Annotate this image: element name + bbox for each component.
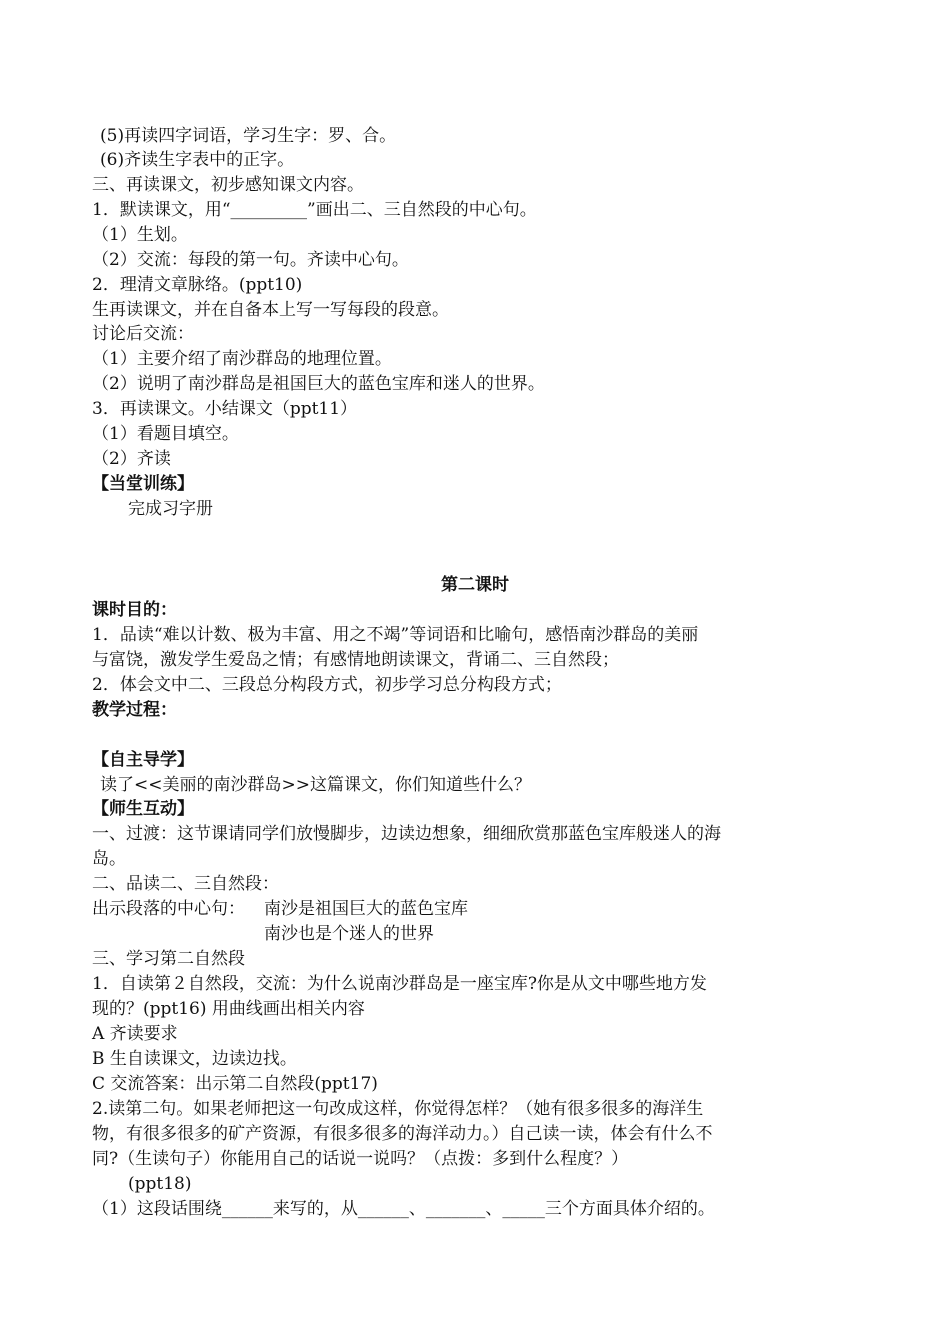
central-sentence: 南沙也是个迷人的世界 xyxy=(264,924,434,944)
central-sentence: 南沙是祖国巨大的蓝色宝库 xyxy=(264,899,468,919)
section-heading: 三、学习第二自然段 xyxy=(92,949,245,969)
section-heading: 三、再读课文，初步感知课文内容。 xyxy=(92,175,364,195)
text-line: （2）说明了南沙群岛是祖国巨大的蓝色宝库和迷人的世界。 xyxy=(92,374,545,394)
text-line: 讨论后交流： xyxy=(92,324,194,344)
text-line: （2）齐读 xyxy=(92,449,171,469)
text-line: （1）看题目填空。 xyxy=(92,424,239,444)
text-line: 现的？(ppt16) 用曲线画出相关内容 xyxy=(92,999,365,1019)
text-line: (5)再读四字词语，学习生字：罗、合。 xyxy=(100,126,397,146)
text-line: (6)齐读生字表中的正字。 xyxy=(100,150,295,170)
text-line: 3．再读课文。小结课文（ppt11） xyxy=(92,399,358,419)
text-line: （1）主要介绍了南沙群岛的地理位置。 xyxy=(92,349,392,369)
text-line: 2．理清文章脉络。(ppt10) xyxy=(92,275,303,295)
text-line: 1．自读第２自然段，交流：为什么说南沙群岛是一座宝库?你是从文中哪些地方发 xyxy=(92,974,707,994)
section-heading: 【师生互动】 xyxy=(92,799,194,819)
section-heading: 课时目的： xyxy=(92,600,177,620)
text-line: 读了<<美丽的南沙群岛>>这篇课文，你们知道些什么？ xyxy=(100,775,531,795)
section-heading: 教学过程： xyxy=(92,700,177,720)
text-line: 一、过渡：这节课请同学们放慢脚步，边读边想象，细细欣赏那蓝色宝库般迷人的海 xyxy=(92,824,721,844)
text-line: C 交流答案：出示第二自然段(ppt17) xyxy=(92,1074,378,1094)
text-line: （1）这段话围绕______来写的，从______、_______、_____三个方面具体介绍的。 xyxy=(92,1199,715,1219)
text-line: B 生自读课文，边读边找。 xyxy=(92,1049,297,1069)
text-line: 出示段落的中心句： xyxy=(92,899,245,919)
section-heading: 【自主导学】 xyxy=(92,750,194,770)
text-line: 1．默读课文，用“_________”画出二、三自然段的中心句。 xyxy=(92,200,537,220)
text-line: 同?（生读句子）你能用自己的话说一说吗？（点拨：多到什么程度？） xyxy=(92,1149,629,1169)
text-line: 完成习字册 xyxy=(128,499,213,519)
text-line: 与富饶，激发学生爱岛之情；有感情地朗读课文，背诵二、三自然段； xyxy=(92,650,619,670)
text-line: 生再读课文，并在自备本上写一写每段的段意。 xyxy=(92,300,449,320)
text-line: 1．品读“难以计数、极为丰富、用之不竭”等词语和比喻句，感悟南沙群岛的美丽 xyxy=(92,625,699,645)
text-line: 二、品读二、三自然段： xyxy=(92,874,279,894)
text-line: 物，有很多很多的矿产资源，有很多很多的海洋动力。）自己读一读，体会有什么不 xyxy=(92,1124,713,1144)
section-heading: 【当堂训练】 xyxy=(92,474,194,494)
lesson-title: 第二课时 xyxy=(441,575,509,595)
text-line: 2．体会文中二、三段总分构段方式，初步学习总分构段方式； xyxy=(92,675,562,695)
text-line: 2.读第二句。如果老师把这一句改成这样，你觉得怎样？（她有很多很多的海洋生 xyxy=(92,1099,704,1119)
text-line: (ppt18) xyxy=(128,1174,192,1194)
text-line: （2）交流：每段的第一句。齐读中心句。 xyxy=(92,250,409,270)
text-line: A 齐读要求 xyxy=(92,1024,178,1044)
text-line: 岛。 xyxy=(92,849,126,869)
text-line: （1）生划。 xyxy=(92,225,188,245)
